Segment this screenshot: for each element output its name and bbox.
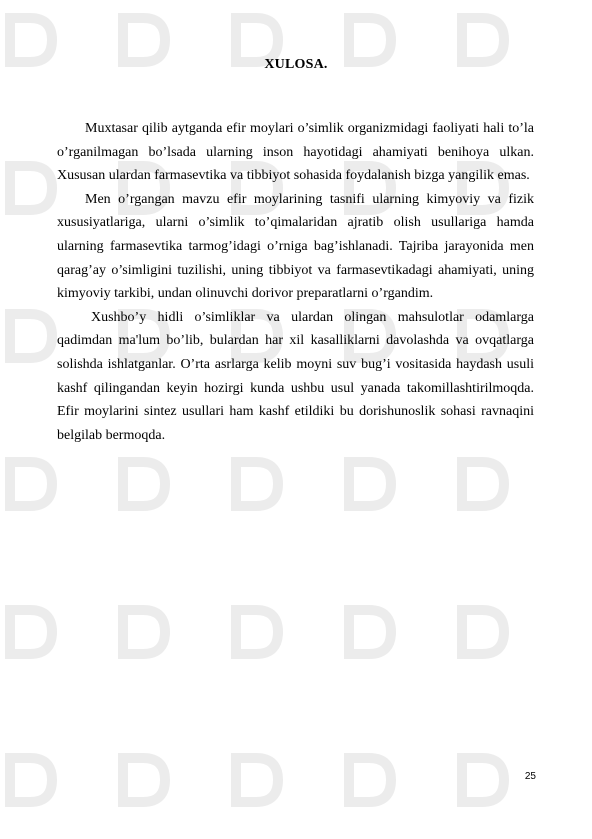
watermark-mark (349, 462, 391, 506)
watermark-mark (236, 462, 278, 506)
watermark-mark (462, 758, 504, 802)
watermark-mark (10, 166, 52, 210)
paragraph-3: Xushbo’y hidli o’simliklar va ulardan olingan mahsulotlar odamlarga qadimdan ma'lum bo’lib, bulardan har xil kasalliklarni davolashda va ovqatlarga solishda ishlatganlar. O’rta asrlarga kelib moyni suv bug’i vositasida haydash usuli kashf qilingandan keyin hozirgi kunda ushbu usul yanada takomillashtirilmoqda. Efir moylarini sintez usullari ham kashf etildiki bu dorishunoslik sohasi ravnaqini belgilab bermoqda. (57, 309, 534, 443)
document-body (57, 117, 534, 447)
watermark-mark (123, 758, 165, 802)
watermark-mark (10, 462, 52, 506)
watermark-mark (10, 314, 52, 358)
watermark-mark (10, 18, 52, 62)
watermark-mark (236, 610, 278, 654)
watermark-mark (349, 758, 391, 802)
page-number: 25 (524, 771, 536, 782)
watermark-mark (462, 18, 504, 62)
watermark-mark (462, 462, 504, 506)
paragraph-2: Men o’rgangan mavzu efir moylarining tasnifi ularning kimyoviy va fizik xususiyatlariga, ularni o’simlik to’qimalaridan ajratib olish usullariga hamda ularning farmasevtika tarmog’idagi o’rniga bag’ishlanadi. Tajriba jarayonida men qarag’ay o’simligini tuzilishi, uning tibbiyot va farmasevtikadagi ahamiyati, uning kimyoviy tarkibi, undan olinuvchi dorivor preparatlarni o’rgandim. (57, 191, 534, 302)
document-title: XULOSA. (264, 57, 328, 72)
watermark-mark (10, 610, 52, 654)
watermark-mark (236, 18, 278, 62)
watermark-mark (10, 758, 52, 802)
watermark-mark (123, 18, 165, 62)
watermark-mark (462, 610, 504, 654)
watermark-mark (349, 18, 391, 62)
watermark-mark (349, 610, 391, 654)
watermark-mark (123, 610, 165, 654)
watermark-mark (123, 462, 165, 506)
watermark-mark (236, 758, 278, 802)
paragraph-1: Muxtasar qilib aytganda efir moylari o’simlik organizmidagi faoliyati hali to’la o’rganilmagan bo’lsada ularning inson hayotidagi ahamiyati benihoya ulkan. Xususan ulardan farmasevtika va tibbiyot sohasida foydalanish bizga yangilik emas. (57, 121, 534, 184)
